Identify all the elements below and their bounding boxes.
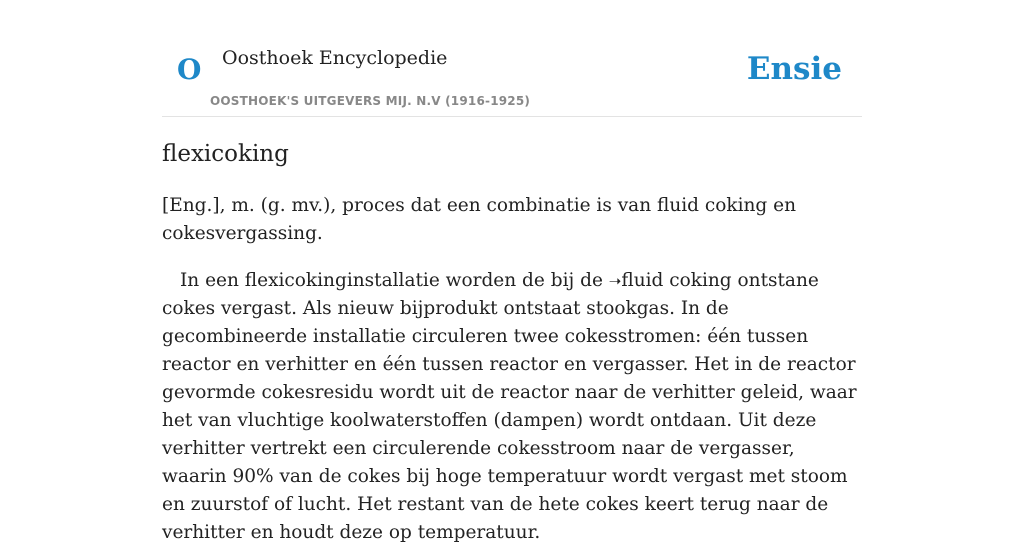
entry-body-rest: ontstane cokes vergast. Als nieuw bijprodukt ontstaat stookgas. In de gecombineerde installatie circuleren twee cokesstromen: één tussen reactor en verhitter en één tussen reactor en vergasser. Het in de reactor gevormde cokesresidu wordt uit de reactor naar de verhitter geleid, waar het van vluchtige koolwaterstoffen (dampen) wordt ontdaan. Uit deze verhitter vertrekt een circulerende cokesstroom naar de vergasser, waarin 90% van de cokes bij hoge temperatuur wordt vergast met stoom en zuurstof of lucht. Het restant van de hete cokes keert terug naar de verhitter en houdt deze op temperatuur. xyxy=(162,270,857,543)
entry-definition: [Eng.], m. (g. mv.), proces dat een combinatie is van fluid coking en cokesvergassing. xyxy=(162,195,797,244)
ensie-logo-link[interactable]: Ensie xyxy=(746,51,842,87)
book-subtitle: OOSTHOEK'S UITGEVERS MIJ. N.V (1916-1925) xyxy=(210,94,531,108)
book-title-link[interactable]: Oosthoek Encyclopedie xyxy=(222,47,448,69)
entry-title: flexicoking xyxy=(162,141,289,167)
entry-body-intro: In een flexicokinginstallatie worden de bij de xyxy=(180,270,609,291)
book-logo-letter[interactable]: O xyxy=(177,53,202,86)
fluid-coking-link[interactable]: fluid coking xyxy=(621,270,732,291)
content-container xyxy=(162,0,862,543)
book-header xyxy=(162,0,862,117)
entry-body xyxy=(162,267,862,547)
reference-arrow-icon: ➝ xyxy=(608,272,622,290)
